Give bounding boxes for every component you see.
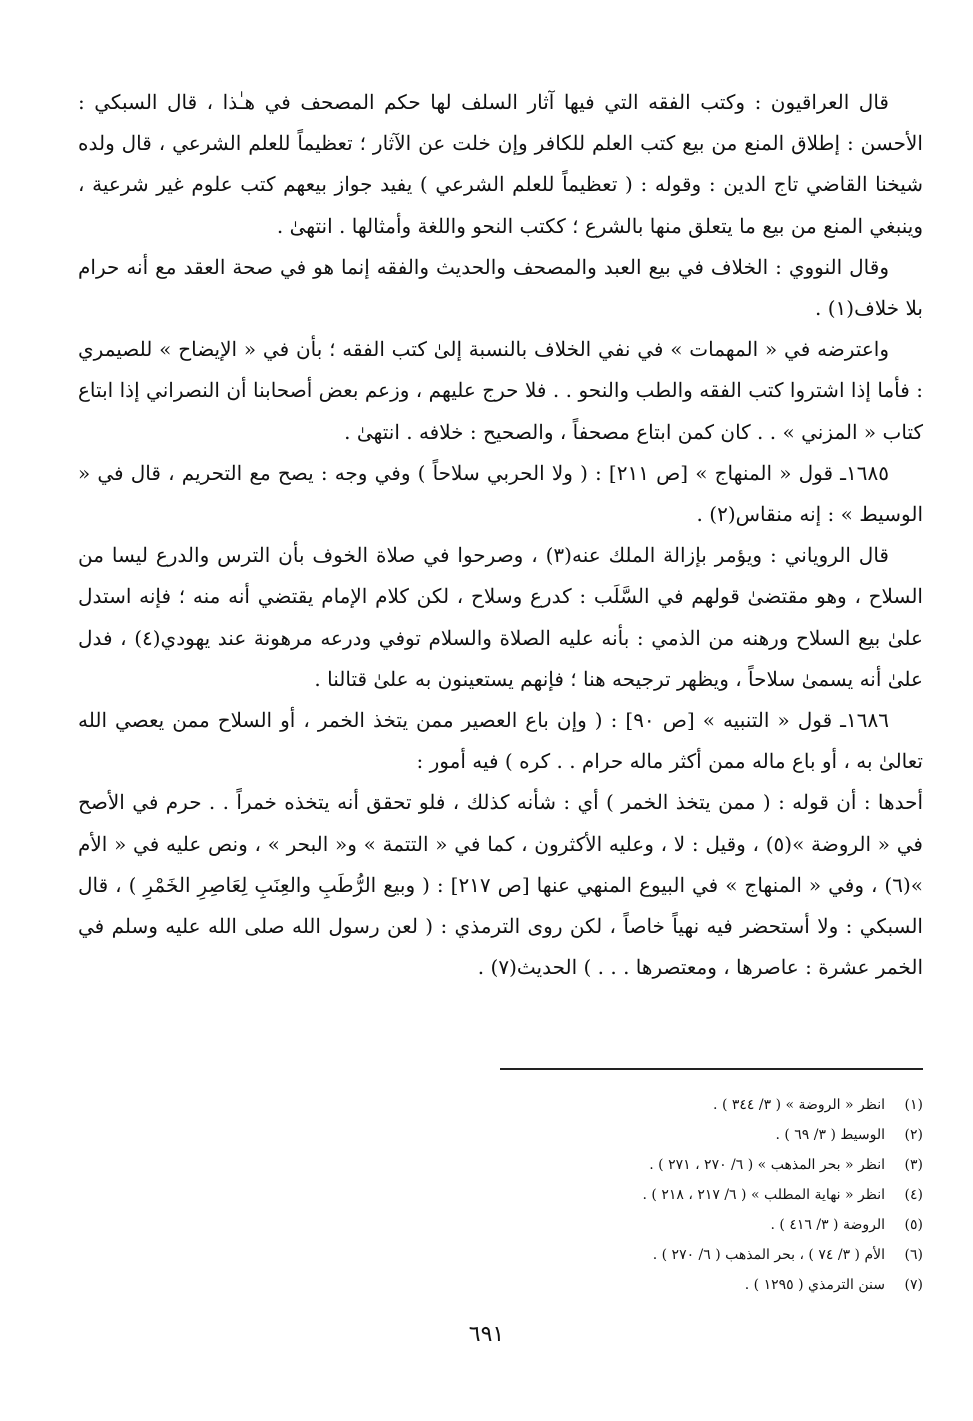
footnote-number: (٦): [904, 1247, 923, 1263]
footnote-number: (١): [904, 1097, 923, 1113]
paragraph-muhimmat: واعترضه في « المهمات » في نفي الخلاف بالنسبة إلىٰ كتب الفقه ؛ بأن في « الإيضاح » للصيمري : فأما إذا اشتروا كتب الفقه والطب والنحو . . فلا حرج عليهم ، وزعم بعض أصحابنا أن النصراني إذا ابتاع كتاب « المزني » . . كان كمن ابتاع مصحفاً ، والصحيح : خلافه . انتهىٰ .: [78, 337, 923, 444]
footnote-item: [500, 1120, 923, 1150]
paragraph-1686: ١٦٨٦ـ قول « التنبيه » [ص ٩٠] : ( وإن باع العصير ممن يتخذ الخمر ، أو السلاح ممن يعصي الله تعالىٰ به ، أو باع ماله ممن أكثر ماله حرام . . كره ) فيه أمور :: [78, 708, 923, 774]
footnote-item: [500, 1180, 923, 1210]
footnote-text: الروضة ( ٣/ ٤١٦ ) .: [770, 1217, 885, 1233]
footnote-number: (٤): [904, 1187, 923, 1203]
footnote-number: (٥): [904, 1217, 923, 1233]
paragraph-ahaduha: أحدها : أن قوله : ( ممن يتخذ الخمر ) أي : شأنه كذلك ، فلو تحقق أنه يتخذه خمراً . . حرم في الأصح في « الروضة »(٥) ، وقيل : لا ، وعليه الأكثرون ، كما في « التتمة » و« البحر » ، ونص عليه في « الأم »(٦) ، وفي « المنهاج » في البيوع المنهي عنها [ص ٢١٧] : ( وبيع الرُّطَبِ والعِنَبِ لِعَاصِرِ الخَمْرِ ) ، قال السبكي : ولا أستحضر فيه نهياً خاصاً ، لكن روى الترمذي : ( لعن رسول الله صلى الله عليه وسلم في الخمر عشرة : عاصرها ، ومعتصرها . . . ) الحديث(٧) .: [78, 790, 924, 980]
footnote-number: (٢): [904, 1127, 923, 1143]
main-text: [78, 82, 923, 988]
footnote-item: [500, 1240, 923, 1270]
footnote-item: [500, 1210, 923, 1240]
footnote-text: انظر « نهاية المطلب » ( ٦/ ٢١٧ ، ٢١٨ ) .: [642, 1187, 885, 1203]
footnote-number: (٣): [904, 1157, 923, 1173]
footnote-text: انظر « بحر المذهب » ( ٦/ ٢٧٠ ، ٢٧١ ) .: [649, 1157, 885, 1173]
footnote-divider: [500, 1068, 923, 1070]
footnote-text: انظر « الروضة » ( ٣/ ٣٤٤ ) .: [713, 1097, 885, 1113]
footnote-text: الأم ( ٣/ ٧٤ ) ، بحر المذهب ( ٦/ ٢٧٠ ) .: [652, 1247, 885, 1263]
paragraph-1685: ١٦٨٥ـ قول « المنهاج » [ص ٢١١] : ( ولا الحربي سلاحاً ) وفي وجه : يصح مع التحريم ، قال في « الوسيط » : إنه منقاس(٢) .: [78, 460, 923, 527]
footnote-text: سنن الترمذي ( ١٢٩٥ ) .: [744, 1277, 885, 1293]
footnotes: [500, 1090, 923, 1300]
footnote-item: [500, 1150, 923, 1180]
footnote-item: [500, 1090, 923, 1120]
footnote-item: [500, 1270, 923, 1300]
paragraph-nawawi: وقال النووي : الخلاف في بيع العبد والمصحف والحديث والفقه إنما هو في صحة العقد مع أنه حرام بلا خلاف(١) .: [78, 254, 923, 321]
paragraph-ruyani: قال الروياني : ويؤمر بإزالة الملك عنه(٣) ، وصرحوا في صلاة الخوف بأن الترس والدرع ليسا من السلاح ، وهو مقتضىٰ قولهم في السَّلَب : كدرع وسلاح ، لكن كلام الإمام يقتضي أنه منه ؛ فإنه استدل علىٰ بيع السلاح ورهنه من الذمي : بأنه عليه الصلاة والسلام توفي ودرعه مرهونة عند يهودي(٤) ، فدل علىٰ أنه يسمىٰ سلاحاً ، ويظهر ترجيحه هنا ؛ فإنهم يستعينون به علىٰ قتالنا .: [78, 543, 923, 691]
paragraph-iraqiyun: قال العراقيون : وكتب الفقه التي فيها آثار السلف لها حكم المصحف في هـٰذا ، قال السبكي : الأحسن : إطلاق المنع من بيع كتب العلم للكافر وإن خلت عن الآثار ؛ تعظيماً للعلم الشرعي ، قال ولده شيخنا القاضي تاج الدين : وقوله : ( تعظيماً للعلم الشرعي ) يفيد جواز بيعهم كتب علوم غير شرعية ، وينبغي المنع من بيع ما يتعلق منها بالشرع ؛ ككتب النحو واللغة وأمثالها . انتهىٰ .: [78, 90, 923, 238]
footnote-text: الوسيط ( ٣/ ٦٩ ) .: [775, 1127, 885, 1143]
page-number: ٦٩١: [468, 1322, 505, 1347]
footnote-number: (٧): [904, 1277, 923, 1293]
